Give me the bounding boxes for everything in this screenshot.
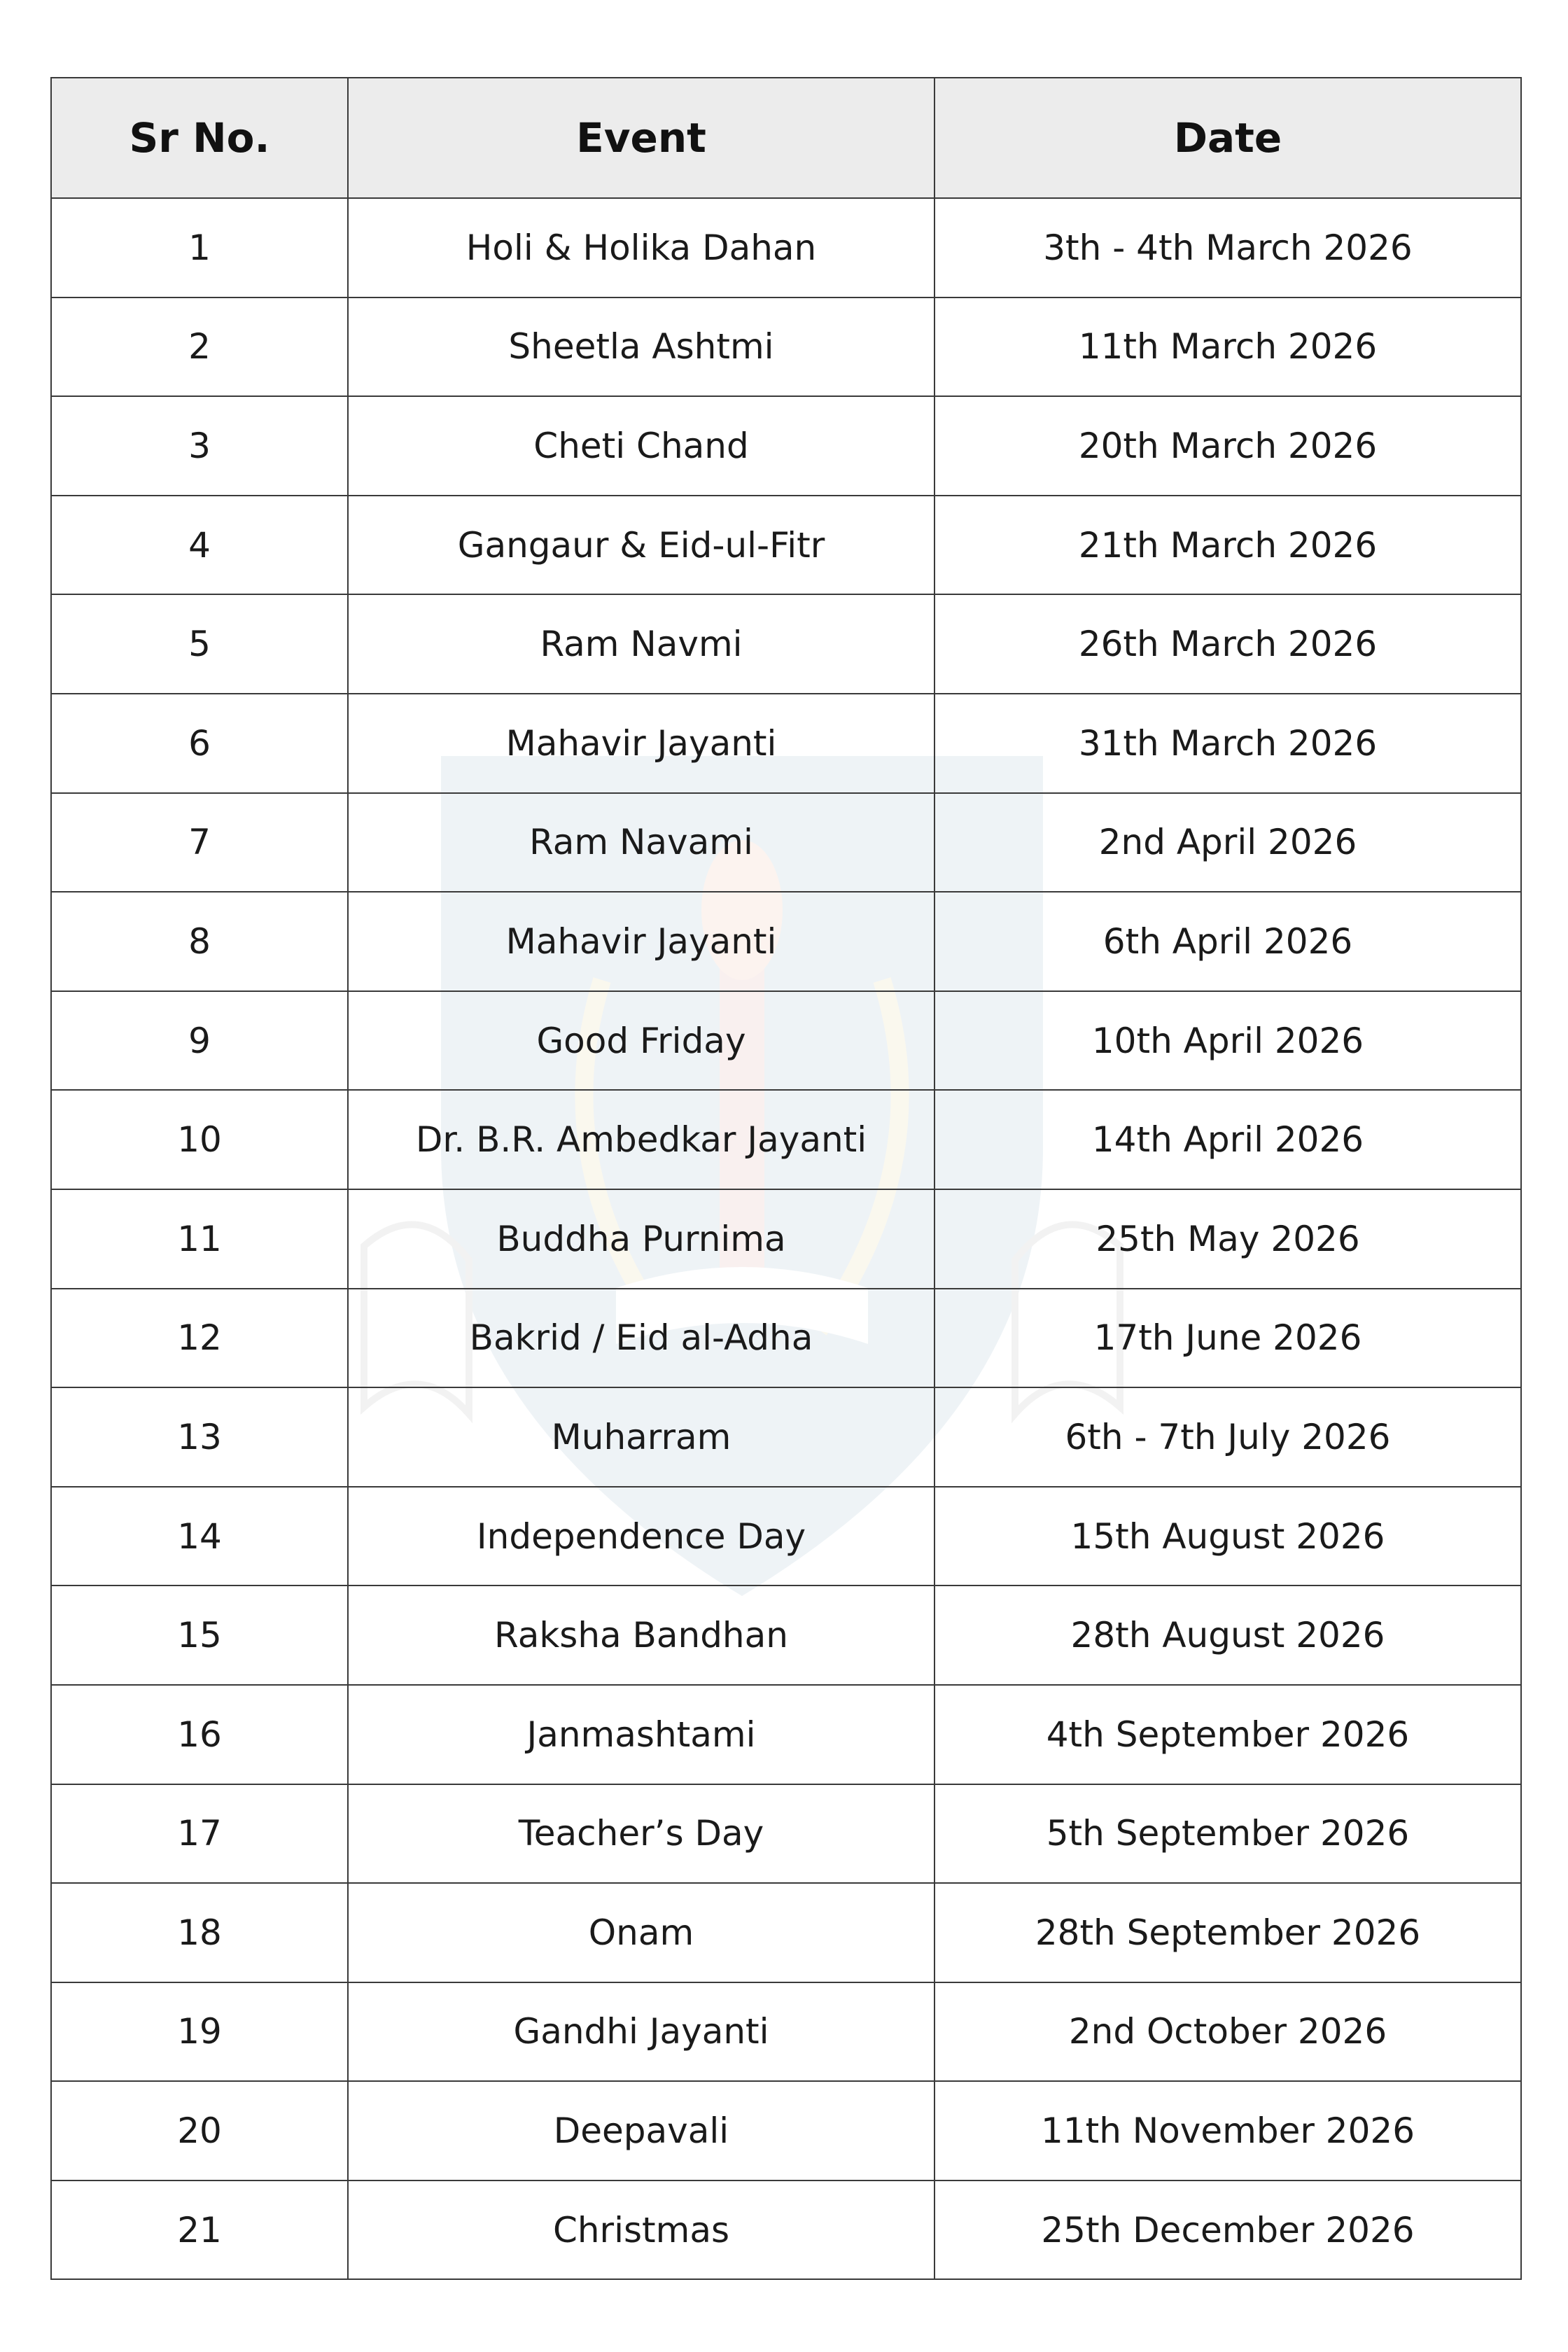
cell-date: 20th March 2026 (934, 396, 1521, 496)
cell-date: 6th April 2026 (934, 892, 1521, 991)
cell-date: 11th March 2026 (934, 298, 1521, 397)
table-body (51, 198, 1521, 2279)
table-row (51, 694, 1521, 793)
cell-date: 14th April 2026 (934, 1090, 1521, 1189)
table-row (51, 1586, 1521, 1685)
cell-sr-no: 5 (51, 594, 348, 694)
cell-sr-no: 13 (51, 1387, 348, 1487)
cell-event: Christmas (348, 2180, 934, 2280)
table-row (51, 1387, 1521, 1487)
cell-date: 11th November 2026 (934, 2081, 1521, 2180)
cell-date: 21th March 2026 (934, 496, 1521, 595)
cell-sr-no: 20 (51, 2081, 348, 2180)
cell-event: Independence Day (348, 1487, 934, 1586)
table-row (51, 2081, 1521, 2180)
table-row (51, 1883, 1521, 1982)
table-row (51, 1685, 1521, 1784)
cell-event: Deepavali (348, 2081, 934, 2180)
cell-sr-no: 7 (51, 793, 348, 892)
table-row (51, 892, 1521, 991)
header-row (51, 78, 1521, 198)
cell-event: Mahavir Jayanti (348, 892, 934, 991)
cell-event: Cheti Chand (348, 396, 934, 496)
cell-event: Teacher’s Day (348, 1784, 934, 1884)
cell-event: Ram Navami (348, 793, 934, 892)
table-row (51, 1982, 1521, 2082)
cell-date: 26th March 2026 (934, 594, 1521, 694)
cell-sr-no: 11 (51, 1189, 348, 1289)
cell-date: 17th June 2026 (934, 1289, 1521, 1388)
table-header (51, 78, 1521, 198)
cell-date: 10th April 2026 (934, 991, 1521, 1091)
cell-event: Holi & Holika Dahan (348, 198, 934, 298)
table-row (51, 396, 1521, 496)
cell-date: 6th - 7th July 2026 (934, 1387, 1521, 1487)
table-row (51, 594, 1521, 694)
cell-sr-no: 9 (51, 991, 348, 1091)
cell-sr-no: 18 (51, 1883, 348, 1982)
table-row (51, 1289, 1521, 1388)
cell-sr-no: 19 (51, 1982, 348, 2082)
cell-date: 25th May 2026 (934, 1189, 1521, 1289)
cell-sr-no: 17 (51, 1784, 348, 1884)
cell-event: Buddha Purnima (348, 1189, 934, 1289)
table-row (51, 991, 1521, 1091)
cell-event: Sheetla Ashtmi (348, 298, 934, 397)
cell-date: 2nd April 2026 (934, 793, 1521, 892)
cell-event: Gandhi Jayanti (348, 1982, 934, 2082)
cell-date: 31th March 2026 (934, 694, 1521, 793)
cell-sr-no: 14 (51, 1487, 348, 1586)
cell-sr-no: 12 (51, 1289, 348, 1388)
cell-sr-no: 1 (51, 198, 348, 298)
cell-event: Good Friday (348, 991, 934, 1091)
table-row (51, 1487, 1521, 1586)
cell-date: 15th August 2026 (934, 1487, 1521, 1586)
header-date: Date (934, 78, 1521, 198)
cell-date: 25th December 2026 (934, 2180, 1521, 2280)
cell-sr-no: 15 (51, 1586, 348, 1685)
cell-sr-no: 3 (51, 396, 348, 496)
header-event: Event (348, 78, 934, 198)
cell-sr-no: 16 (51, 1685, 348, 1784)
cell-event: Raksha Bandhan (348, 1586, 934, 1685)
header-sr-no: Sr No. (51, 78, 348, 198)
table-row (51, 1784, 1521, 1884)
cell-event: Ram Navmi (348, 594, 934, 694)
table-row (51, 2180, 1521, 2280)
cell-sr-no: 21 (51, 2180, 348, 2280)
cell-event: Janmashtami (348, 1685, 934, 1784)
cell-sr-no: 4 (51, 496, 348, 595)
cell-date: 3th - 4th March 2026 (934, 198, 1521, 298)
cell-date: 4th September 2026 (934, 1685, 1521, 1784)
cell-sr-no: 6 (51, 694, 348, 793)
cell-sr-no: 10 (51, 1090, 348, 1189)
cell-date: 5th September 2026 (934, 1784, 1521, 1884)
cell-event: Dr. B.R. Ambedkar Jayanti (348, 1090, 934, 1189)
cell-date: 28th August 2026 (934, 1586, 1521, 1685)
cell-event: Gangaur & Eid-ul-Fitr (348, 496, 934, 595)
table-row (51, 496, 1521, 595)
cell-event: Onam (348, 1883, 934, 1982)
table-row (51, 1090, 1521, 1189)
table-row (51, 298, 1521, 397)
cell-event: Mahavir Jayanti (348, 694, 934, 793)
table-row (51, 793, 1521, 892)
table-row (51, 198, 1521, 298)
cell-event: Muharram (348, 1387, 934, 1487)
cell-date: 2nd October 2026 (934, 1982, 1521, 2082)
cell-event: Bakrid / Eid al-Adha (348, 1289, 934, 1388)
cell-sr-no: 2 (51, 298, 348, 397)
cell-date: 28th September 2026 (934, 1883, 1521, 1982)
table-row (51, 1189, 1521, 1289)
cell-sr-no: 8 (51, 892, 348, 991)
holiday-calendar-table (50, 77, 1522, 2280)
